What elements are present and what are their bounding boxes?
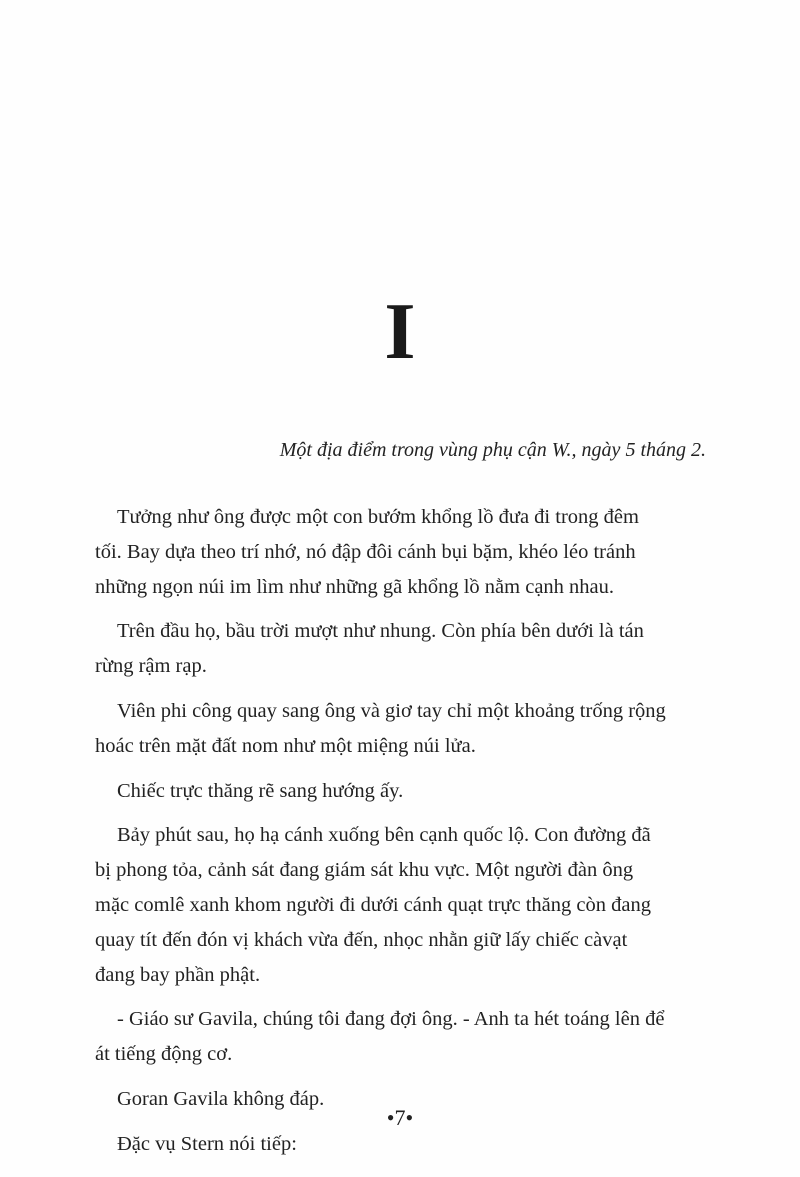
paragraph [117, 774, 717, 809]
chapter-number: I [384, 288, 416, 376]
text-line: những ngọn núi im lìm như những gã khổng lồ nằm cạnh nhau. [95, 575, 615, 598]
text-line: quay tít đến đón vị khách vừa đến, nhọc nhằn giữ lấy chiếc càvạt [95, 928, 628, 951]
paragraph [95, 694, 717, 764]
paragraph [117, 1127, 717, 1162]
page-number: •7• [386, 1105, 414, 1130]
text-line: mặc comlê xanh khom người đi dưới cánh quạt trực thăng còn đang [95, 893, 651, 916]
paragraph [95, 614, 717, 684]
text-line: Tưởng như ông được một con bướm khổng lồ đưa đi trong đêm [117, 506, 639, 528]
text-line: đang bay phần phật. [95, 963, 261, 986]
text-line: rừng rậm rạp. [95, 655, 207, 678]
paragraph [95, 1002, 717, 1072]
text-line: Viên phi công quay sang ông và giơ tay chỉ một khoảng trống rộng [117, 699, 666, 722]
chapter-epigraph: Một địa điểm trong vùng phụ cận W., ngày 5 tháng 2. [279, 439, 706, 461]
text-line: át tiếng động cơ. [95, 1043, 233, 1066]
text-line: - Giáo sư Gavila, chúng tôi đang đợi ông. - Anh ta hét toáng lên để [117, 1008, 665, 1031]
text-line: Chiếc trực thăng rẽ sang hướng ấy. [117, 779, 404, 802]
text-line: Goran Gavila không đáp. [117, 1087, 325, 1110]
body-text [95, 500, 717, 1172]
text-line: tối. Bay dựa theo trí nhớ, nó đập đôi cánh bụi bặm, khéo léo tránh [95, 540, 636, 563]
text-line: bị phong tỏa, cảnh sát đang giám sát khu vực. Một người đàn ông [95, 859, 634, 882]
text-line: Bảy phút sau, họ hạ cánh xuống bên cạnh quốc lộ. Con đường đã [117, 824, 651, 847]
text-line: Đặc vụ Stern nói tiếp: [117, 1132, 297, 1155]
text-line: hoác trên mặt đất nom như một miệng núi lửa. [95, 734, 476, 757]
paragraph [95, 818, 717, 992]
paragraph [95, 500, 717, 604]
text-line: Trên đầu họ, bầu trời mượt như nhung. Còn phía bên dưới là tán [117, 620, 644, 643]
